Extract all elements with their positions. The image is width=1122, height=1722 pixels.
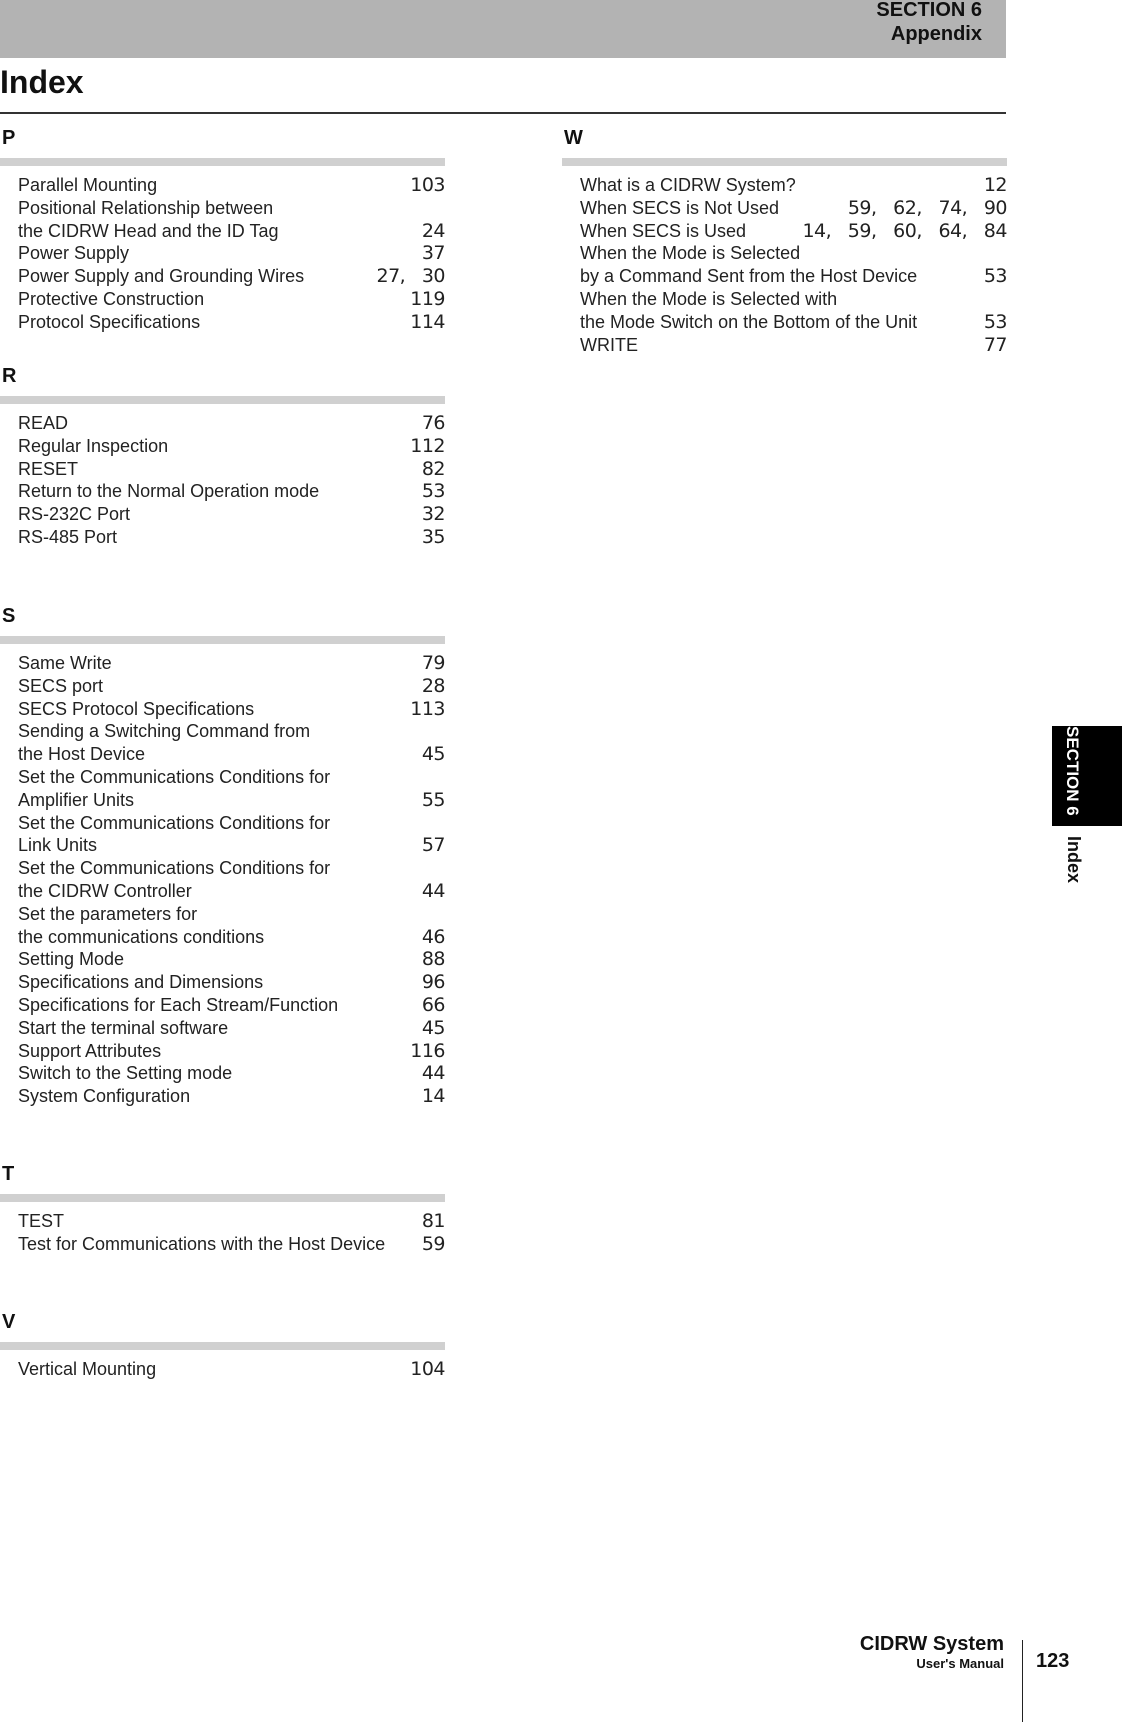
index-entry	[18, 720, 445, 743]
section-letter: W	[564, 127, 583, 149]
index-entry-label: WRITE	[580, 334, 638, 355]
index-entry-label: READ	[18, 413, 69, 433]
section-letter: P	[2, 127, 16, 149]
index-entry-label: When the Mode is Selected	[580, 243, 801, 264]
index-entry	[18, 812, 445, 835]
index-section-v	[0, 1302, 445, 1402]
index-column-left	[0, 118, 445, 1402]
entry-list	[0, 1358, 445, 1381]
index-entry-label: Specifications and Dimensions	[18, 972, 264, 993]
index-entry-pages: 44	[421, 879, 445, 902]
index-entry-pages: 24	[421, 219, 445, 242]
index-entry-pages: 104	[410, 1358, 445, 1380]
index-entry-label: What is a CIDRW System?	[580, 175, 796, 195]
index-entry-label: Protocol Specifications	[18, 311, 201, 332]
index-entry-pages: 45	[421, 1016, 445, 1039]
index-entry-label: by a Command Sent from the Host Device	[580, 266, 918, 287]
index-entry-label: Positional Relationship between	[18, 197, 274, 218]
index-entry-pages: 119	[410, 287, 445, 310]
index-entry-label: Protective Construction	[18, 288, 205, 309]
index-entry	[18, 926, 445, 949]
index-entry	[18, 435, 445, 458]
index-entry-pages: 14, 59, 60, 64, 84	[802, 219, 1007, 242]
index-entry-label: SECS port	[18, 675, 104, 696]
index-entry-label: Regular Inspection	[18, 435, 169, 456]
index-entry-pages: 113	[410, 697, 445, 720]
index-entry-label: RESET	[18, 458, 79, 479]
index-entry-label: RS-485 Port	[18, 526, 118, 547]
index-entry-label: TEST	[18, 1211, 65, 1231]
index-entry-pages: 66	[421, 993, 445, 1016]
index-entry-label: the Host Device	[18, 744, 146, 765]
index-entry	[18, 971, 445, 994]
index-entry-label: When the Mode is Selected with	[580, 288, 838, 309]
index-entry	[580, 220, 1007, 243]
index-entry	[18, 789, 445, 812]
index-entry-label: Link Units	[18, 835, 98, 856]
index-entry	[18, 1210, 445, 1233]
side-tab-index-label: Index	[1064, 836, 1084, 884]
entry-list	[0, 174, 445, 334]
index-entry-label: Power Supply	[18, 243, 130, 264]
entry-list	[562, 174, 1007, 356]
index-entry-label: SECS Protocol Specifications	[18, 698, 255, 719]
index-entry	[18, 412, 445, 435]
index-entry	[18, 503, 445, 526]
index-entry-pages: 88	[421, 948, 445, 971]
index-entry	[18, 857, 445, 880]
index-entry	[18, 311, 445, 334]
index-entry-label: Specifications for Each Stream/Function	[18, 994, 339, 1015]
header-subsection-label: Appendix	[890, 23, 982, 45]
index-entry	[18, 1062, 445, 1085]
index-entry-pages: 28	[421, 674, 445, 697]
page-number: 123	[1036, 1650, 1070, 1672]
index-entry-pages: 35	[421, 525, 445, 548]
index-entry-label: Vertical Mounting	[18, 1359, 157, 1379]
index-entry-label: the communications conditions	[18, 926, 265, 947]
index-entry-label: Start the terminal software	[18, 1017, 229, 1038]
entry-list	[0, 1210, 445, 1256]
index-entry-label: Parallel Mounting	[18, 175, 158, 195]
index-entry-label: System Configuration	[18, 1086, 191, 1107]
index-entry-pages: 44	[421, 1062, 445, 1085]
index-entry-label: When SECS is Used	[580, 220, 747, 241]
index-entry-label: Return to the Normal Operation mode	[18, 481, 320, 502]
index-entry	[18, 698, 445, 721]
index-entry-pages: 82	[421, 457, 445, 480]
section-divider	[0, 1342, 445, 1350]
section-divider	[0, 396, 445, 404]
section-letter: T	[2, 1163, 15, 1185]
index-entry	[580, 174, 1007, 197]
index-entry	[580, 288, 1007, 311]
index-section-s	[0, 596, 445, 1154]
index-entry-label: Support Attributes	[18, 1040, 162, 1061]
footer-manual-label: User's Manual	[916, 1656, 1004, 1671]
index-entry	[18, 880, 445, 903]
index-entry-pages: 57	[421, 834, 445, 857]
index-entry-pages: 46	[421, 925, 445, 948]
index-entry-label: RS-232C Port	[18, 504, 131, 525]
index-entry-pages: 81	[421, 1210, 445, 1232]
index-entry-label: the Mode Switch on the Bottom of the Unit	[580, 311, 918, 332]
index-entry-pages: 12	[983, 174, 1007, 196]
index-entry-pages: 45	[421, 743, 445, 766]
index-entry-label: Same Write	[18, 653, 112, 673]
index-entry	[18, 675, 445, 698]
index-entry	[18, 1085, 445, 1108]
index-entry-pages: 112	[410, 434, 445, 457]
header-section-label: SECTION 6	[876, 0, 982, 21]
index-entry-pages: 37	[421, 242, 445, 265]
index-entry-pages: 53	[421, 480, 445, 503]
index-entry-label: Switch to the Setting mode	[18, 1063, 233, 1084]
index-entry-pages: 77	[983, 333, 1007, 356]
section-letter: V	[2, 1311, 16, 1333]
index-entry	[18, 458, 445, 481]
index-entry-pages: 114	[410, 310, 445, 333]
index-entry	[18, 1040, 445, 1063]
header-band	[0, 0, 1006, 58]
index-entry	[18, 652, 445, 675]
index-entry	[18, 526, 445, 549]
section-divider	[562, 158, 1007, 166]
index-entry	[18, 743, 445, 766]
index-entry	[580, 311, 1007, 334]
index-section-r	[0, 356, 445, 596]
index-entry	[580, 242, 1007, 265]
index-entry-pages: 53	[983, 310, 1007, 333]
section-letter: R	[2, 365, 17, 387]
index-entry-label: When SECS is Not Used	[580, 197, 780, 218]
index-entry	[580, 334, 1007, 357]
index-entry-label: Test for Communications with the Host Device	[18, 1233, 386, 1254]
index-entry	[580, 197, 1007, 220]
index-entry	[18, 948, 445, 971]
index-entry-label: Sending a Switching Command from	[18, 721, 311, 742]
entry-list	[0, 412, 445, 549]
index-entry-pages: 14	[421, 1085, 445, 1108]
index-entry-label: Set the Communications Conditions for	[18, 766, 331, 787]
index-entry	[18, 265, 445, 288]
side-tab-section-label: SECTION 6	[1063, 726, 1082, 816]
index-entry-pages: 76	[421, 412, 445, 434]
index-entry	[18, 903, 445, 926]
index-entry-pages: 27, 30	[376, 265, 445, 288]
index-entry	[18, 242, 445, 265]
index-entry	[18, 1358, 445, 1381]
index-section-p	[0, 118, 445, 356]
index-section-t	[0, 1154, 445, 1302]
index-entry-label: Set the parameters for	[18, 903, 198, 924]
index-entry-label: Set the Communications Conditions for	[18, 858, 331, 879]
index-entry-pages: 103	[410, 174, 445, 196]
index-entry-pages: 59, 62, 74, 90	[847, 196, 1007, 219]
index-entry-label: Power Supply and Grounding Wires	[18, 266, 305, 287]
index-entry	[18, 1233, 445, 1256]
index-section-w	[562, 118, 1007, 356]
index-entry	[18, 766, 445, 789]
footer-product-name: CIDRW System	[859, 1633, 1004, 1655]
index-entry	[580, 265, 1007, 288]
section-letter: S	[2, 605, 16, 627]
index-entry	[18, 174, 445, 197]
section-divider	[0, 1194, 445, 1202]
index-entry-pages: 79	[421, 652, 445, 674]
index-entry-label: the CIDRW Head and the ID Tag	[18, 220, 279, 241]
footer-divider	[1022, 1640, 1023, 1722]
index-entry-label: Amplifier Units	[18, 789, 135, 810]
index-entry-pages: 59	[421, 1232, 445, 1255]
entry-list	[0, 652, 445, 1108]
index-entry	[18, 197, 445, 220]
section-divider	[0, 636, 445, 644]
index-entry	[18, 220, 445, 243]
index-column-right	[562, 118, 1007, 356]
index-entry	[18, 834, 445, 857]
index-entry	[18, 480, 445, 503]
index-entry-pages: 32	[421, 503, 445, 526]
index-entry-label: the CIDRW Controller	[18, 880, 192, 901]
index-entry-pages: 55	[421, 788, 445, 811]
index-entry-pages: 116	[410, 1039, 445, 1062]
index-entry-pages: 96	[421, 971, 445, 994]
page-title: Index	[0, 64, 84, 100]
index-entry-label: Setting Mode	[18, 949, 125, 970]
index-entry-label: Set the Communications Conditions for	[18, 812, 331, 833]
title-rule	[0, 112, 1006, 114]
index-entry	[18, 994, 445, 1017]
index-entry-pages: 53	[983, 265, 1007, 288]
index-entry	[18, 1017, 445, 1040]
section-divider	[0, 158, 445, 166]
index-entry	[18, 288, 445, 311]
